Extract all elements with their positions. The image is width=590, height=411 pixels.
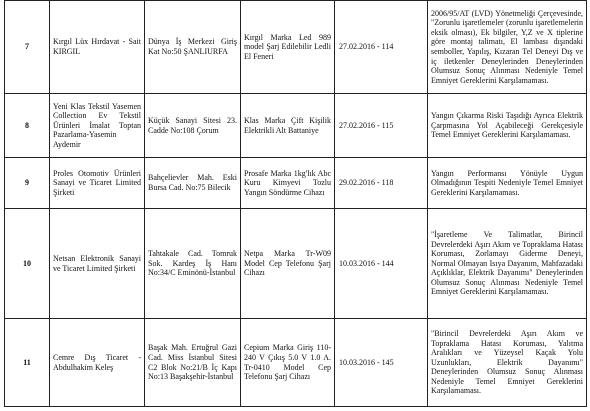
table-row bbox=[5, 1, 587, 94]
table-row bbox=[5, 94, 587, 158]
product-name: Netpa Marka Tr-W09 Model Cep Telefonu Şarj Cihazı bbox=[241, 209, 335, 319]
decision-date-ref: 10.03.2016 - 145 bbox=[335, 319, 428, 407]
row-number: 9 bbox=[5, 158, 50, 209]
row-number: 7 bbox=[5, 1, 50, 94]
decision-date-ref: 29.02.2016 - 118 bbox=[335, 158, 428, 209]
decision-reason: Yangın Performansı Yönüyle Uygun Olmadığının Tespiti Nedeniyle Temel Emniyet Gereklerini Karşılamaması. bbox=[428, 158, 587, 209]
product-name: Cepium Marka Giriş 110-240 V Çıkış 5.0 V 1.0 A. Tr-0410 Model Cep Telefonu Şarj Cihazı bbox=[241, 319, 335, 407]
firm-address: Tahtakale Cad. Tomruk Sok. Kardeş İş Hanı No:34/C Eminönü-İstanbul bbox=[145, 209, 241, 319]
row-number: 10 bbox=[5, 209, 50, 319]
firm-name: Proles Otomotiv Ürünleri Sanayi ve Ticaret Limited Şirketi bbox=[50, 158, 145, 209]
table-row bbox=[5, 209, 587, 319]
decision-date-ref: 10.03.2016 - 144 bbox=[335, 209, 428, 319]
table-row bbox=[5, 319, 587, 407]
firm-name: Kırgıl Lüx Hırdavat - Sait KIRGIL bbox=[50, 1, 145, 94]
product-name: Kırgıl Marka Led 989 model Şarj Edilebilir Ledli El Feneri bbox=[241, 1, 335, 94]
firm-address: Bahçelievler Mah. Eski Bursa Cad. No:75 Bilecik bbox=[145, 158, 241, 209]
product-name: Klas Marka Çift Kişilik Elektrikli Alt Battaniye bbox=[241, 94, 335, 158]
table-row bbox=[5, 158, 587, 209]
row-number: 11 bbox=[5, 319, 50, 407]
product-name: Prosafe Marka 1kg'lık Abc Kuru Kimyevi Tozlu Yangın Söndürme Cihazı bbox=[241, 158, 335, 209]
decision-reason: 2006/95/AT (LVD) Yönetmeliği Çerçevesinde, "Zorunlu işaretlemeler (zorunlu işaretlemelerin eksik olması), Ek bilgiler, Y,Z ve X tiplerine göre montaj talimatı, El lambası dışındaki semboller, Yapılış, Kızaran Tel Deneyi Dış ve iç iletkenler Deneylerinden Deneylerinden Olumsuz Sonuç Alınması Nedeniyle Temel Emniyet Gereklerini Karşılamaması. bbox=[428, 1, 587, 94]
decision-table bbox=[4, 0, 587, 407]
decision-date-ref: 27.02.2016 - 115 bbox=[335, 94, 428, 158]
firm-address: Küçük Sanayi Sitesi 23. Cadde No:108 Çorum bbox=[145, 94, 241, 158]
firm-address: Başak Mah. Ertuğrul Gazi Cad. Miss İstanbul Sitesi C2 Blok No:21/B İç Kapı No:13 Başakşehir-İstanbul bbox=[145, 319, 241, 407]
decision-date-ref: 27.02.2016 - 114 bbox=[335, 1, 428, 94]
decision-reason: Yangın Çıkarma Riski Taşıdığı Ayrıca Elektrik Çarpmasına Yol Açabileceği Gerekçesiyle Temel Emniyet Gereklerini Karşılamaması. bbox=[428, 94, 587, 158]
decision-reason: "Birincil Devrelerdeki Aşırı Akım ve Topraklama Hatası Koruması, Yalıtma Aralıkları ve Yüzeysel Kaçak Yolu Uzunlukları, Elektrik Dayanımı" Deneylerinden Olumsuz Sonuç Alınması Nedeniyle Temel Emniyet Gereklerini Karşılamaması. bbox=[428, 319, 587, 407]
firm-name: Cemre Dış Ticaret - Abdulhakim Keleş bbox=[50, 319, 145, 407]
firm-address: Dünya İş Merkezi Giriş Kat No:50 ŞANLIURFA bbox=[145, 1, 241, 94]
row-number: 8 bbox=[5, 94, 50, 158]
decision-reason: "İşaretleme Ve Talimatlar, Birincil Devrelerdeki Aşırı Akım ve Topraklama Hatası Koruması, Zorlamayı Giderme Deneyi, Normal Olmayan Isıya Dayanım, Mahfazadaki Açıklıklar, Elektrik Dayanımı" Deneylerinden Olumsuz Sonuç Alınması Nedeniyle Temel Emniyet Gereklerini Karşılamaması. bbox=[428, 209, 587, 319]
firm-name: Netsan Elektronik Sanayi ve Ticaret Limited Şirketi bbox=[50, 209, 145, 319]
firm-name: Yeni Klas Tekstil Yasemen Collection Ev Tekstil Ürünleri İmalat Toptan Pazarlama-Yasemin Aydemir bbox=[50, 94, 145, 158]
